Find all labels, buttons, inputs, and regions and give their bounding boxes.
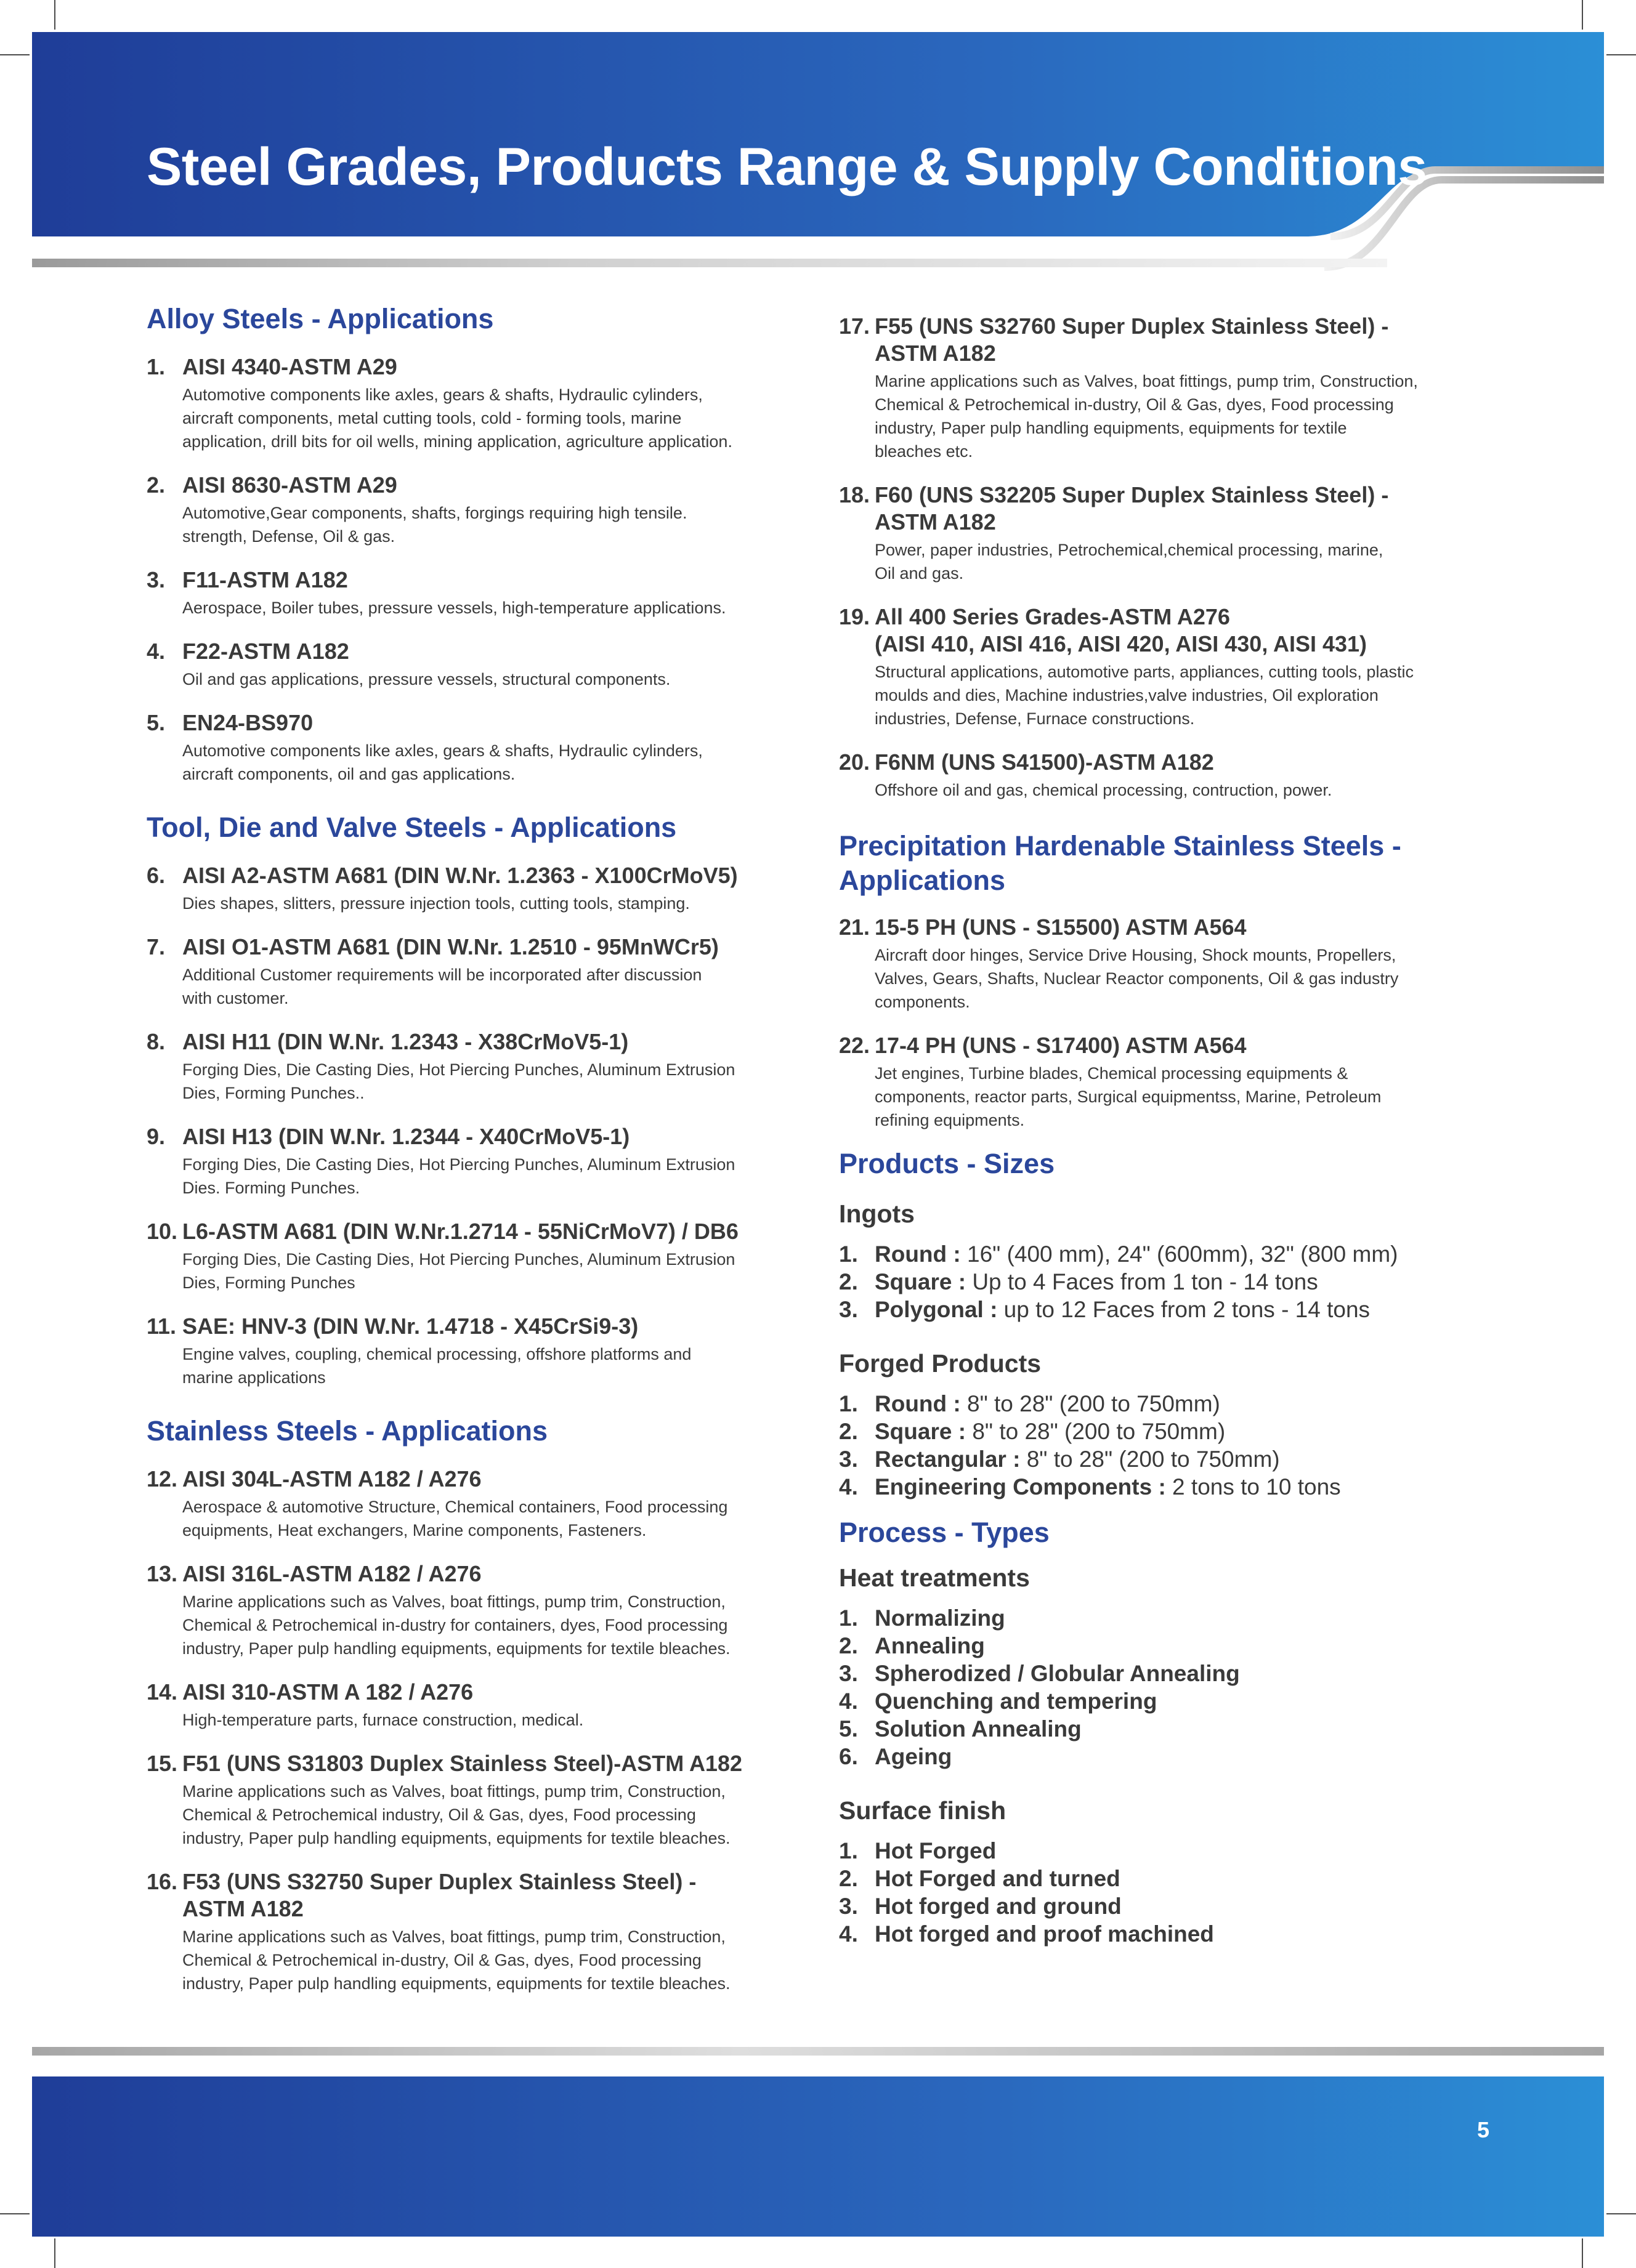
- item-number: 18.: [839, 482, 870, 507]
- item-number: 7.: [147, 934, 166, 959]
- item-title: 17-4 PH (UNS - S17400) ASTM A564: [875, 1033, 1247, 1058]
- list-item: [839, 1743, 1492, 1770]
- list-label: Annealing: [875, 1633, 985, 1658]
- section-title-stainless: Stainless Steels - Applications: [147, 1415, 548, 1447]
- item-title: AISI 316L-ASTM A182 / A276: [182, 1561, 482, 1586]
- list-item: [839, 1687, 1492, 1715]
- list-label: Hot forged and ground: [875, 1894, 1122, 1919]
- item-number: 9.: [147, 1124, 166, 1149]
- grade-item: [839, 1032, 1492, 1132]
- item-number: 20.: [839, 749, 870, 775]
- description-line: Aerospace & automotive Structure, Chemical containers, Food processing: [182, 1498, 728, 1516]
- right-column: [839, 313, 1492, 1972]
- list-item: [839, 1715, 1492, 1743]
- item-title-continued: ASTM A182: [182, 1896, 304, 1921]
- description-line: Chemical & Petrochemical in-dustry for containers, dyes, Food processing: [182, 1616, 728, 1634]
- item-description: [182, 963, 800, 1010]
- item-title-continued: ASTM A182: [875, 509, 996, 535]
- list-item: [839, 1865, 1492, 1892]
- item-title: AISI 310-ASTM A 182 / A276: [182, 1679, 474, 1705]
- description-line: Automotive components like axles, gears & shafts, Hydraulic cylinders,: [182, 385, 703, 404]
- section-title-process: Process - Types: [839, 1517, 1050, 1548]
- description-line: aircraft components, metal cutting tools, cold - forming tools, marine: [182, 409, 682, 427]
- grade-item: [147, 1028, 800, 1105]
- item-description: [182, 1153, 800, 1200]
- description-line: Aircraft door hinges, Service Drive Housing, Shock mounts, Propellers,: [875, 946, 1396, 964]
- description-line: Dies, Forming Punches..: [182, 1084, 365, 1102]
- description-line: components.: [875, 993, 970, 1011]
- item-number: 17.: [839, 313, 870, 339]
- description-line: Marine applications such as Valves, boat fittings, pump trim, Construction,: [182, 1927, 726, 1946]
- description-line: Offshore oil and gas, chemical processing, contruction, power.: [875, 781, 1332, 799]
- item-title: L6-ASTM A681 (DIN W.Nr.1.2714 - 55NiCrMoV7) / DB6: [182, 1219, 739, 1244]
- list-number: 1.: [839, 1241, 858, 1267]
- list-number: 6.: [839, 1744, 858, 1769]
- item-number: 13.: [147, 1561, 178, 1586]
- section-title-products: Products - Sizes: [839, 1148, 1055, 1179]
- description-line: industry, Paper pulp handling equipments, equipments for textile bleaches.: [182, 1639, 731, 1658]
- description-line: industry, Paper pulp handling equipments, equipments for textile bleaches.: [182, 1974, 731, 1993]
- description-line: strength, Defense, Oil & gas.: [182, 527, 395, 546]
- item-description: [182, 1495, 800, 1542]
- footer-band: [32, 2076, 1604, 2237]
- item-number: 12.: [147, 1466, 178, 1491]
- item-title: F22-ASTM A182: [182, 639, 349, 664]
- item-description: [182, 1925, 800, 1995]
- list-label: Hot Forged and turned: [875, 1866, 1120, 1891]
- grade-item: [147, 567, 800, 619]
- list-label: Engineering Components :: [875, 1474, 1166, 1499]
- grade-item: [147, 1679, 800, 1732]
- item-description: [182, 1708, 800, 1732]
- item-number: 3.: [147, 567, 166, 592]
- description-line: Dies, Forming Punches: [182, 1273, 355, 1292]
- description-line: refining equipments.: [875, 1111, 1025, 1129]
- list-number: 4.: [839, 1921, 858, 1947]
- description-line: Forging Dies, Die Casting Dies, Hot Piercing Punches, Aluminum Extrusion: [182, 1060, 735, 1079]
- list-item: [839, 1473, 1492, 1501]
- item-title: AISI 8630-ASTM A29: [182, 472, 397, 498]
- list-item: [839, 1660, 1492, 1687]
- grade-item: [147, 1123, 800, 1200]
- list-label: Solution Annealing: [875, 1716, 1082, 1741]
- description-line: moulds and dies, Machine industries,valve industries, Oil exploration: [875, 686, 1379, 704]
- description-line: Additional Customer requirements will be incorporated after discussion: [182, 966, 702, 984]
- item-description: [182, 1248, 800, 1294]
- list-number: 2.: [839, 1419, 858, 1444]
- description-line: industry, Paper pulp handling equipments, equipments for textile: [875, 419, 1347, 437]
- ph-list: [839, 914, 1492, 1132]
- description-line: Structural applications, automotive parts, appliances, cutting tools, plastic: [875, 663, 1414, 681]
- crop-mark: [1606, 2213, 1636, 2214]
- item-title: F60 (UNS S32205 Super Duplex Stainless Steel) -: [875, 482, 1389, 507]
- item-description: [875, 660, 1492, 730]
- item-number: 16.: [147, 1869, 178, 1894]
- subtitle-heat: Heat treatments: [839, 1564, 1030, 1592]
- forged-list: [839, 1390, 1492, 1501]
- list-label: Polygonal :: [875, 1297, 998, 1322]
- list-item: [839, 1418, 1492, 1445]
- crop-mark: [54, 2238, 55, 2268]
- item-title: AISI A2-ASTM A681 (DIN W.Nr. 1.2363 - X100CrMoV5): [182, 863, 738, 888]
- item-number: 1.: [147, 354, 166, 379]
- grade-item: [147, 638, 800, 691]
- heat-treatments-list: [839, 1604, 1492, 1770]
- item-description: [875, 538, 1492, 585]
- list-number: 1.: [839, 1605, 858, 1631]
- item-title: EN24-BS970: [182, 710, 314, 735]
- item-number: 8.: [147, 1029, 166, 1054]
- list-value: 2 tons to 10 tons: [1165, 1474, 1341, 1499]
- page-number: 5: [1477, 2117, 1490, 2142]
- list-label: Round :: [875, 1391, 961, 1416]
- list-label: Square :: [875, 1419, 966, 1444]
- grade-item: [839, 482, 1492, 585]
- ingots-list: [839, 1240, 1492, 1323]
- list-item: [839, 1268, 1492, 1296]
- item-title-continued: (AISI 410, AISI 416, AISI 420, AISI 430, AISI 431): [875, 631, 1367, 656]
- list-item: [839, 1604, 1492, 1632]
- grade-item: [147, 353, 800, 453]
- list-number: 5.: [839, 1716, 858, 1741]
- list-label: Square :: [875, 1269, 966, 1294]
- item-number: 11.: [147, 1314, 177, 1339]
- section-title-tool: Tool, Die and Valve Steels - Applications: [147, 812, 677, 843]
- description-line: equipments, Heat exchangers, Marine components, Fasteners.: [182, 1521, 647, 1540]
- list-number: 2.: [839, 1633, 858, 1658]
- item-description: [182, 1342, 800, 1389]
- item-title: F51 (UNS S31803 Duplex Stainless Steel)-ASTM A182: [182, 1751, 742, 1776]
- grade-item: [839, 914, 1492, 1014]
- grade-item: [147, 1750, 800, 1850]
- list-label: Hot forged and proof machined: [875, 1921, 1214, 1947]
- list-number: 1.: [839, 1391, 858, 1416]
- list-label: Rectangular :: [875, 1447, 1021, 1472]
- description-line: Chemical & Petrochemical in-dustry, Oil & Gas, dyes, Food processing: [875, 395, 1394, 414]
- description-line: Power, paper industries, Petrochemical,chemical processing, marine,: [875, 541, 1383, 559]
- item-title: F55 (UNS S32760 Super Duplex Stainless Steel) -: [875, 313, 1389, 339]
- list-number: 2.: [839, 1866, 858, 1891]
- item-number: 21.: [839, 914, 870, 940]
- description-line: Oil and gas applications, pressure vessels, structural components.: [182, 670, 671, 688]
- section-title-ph: [839, 829, 1492, 898]
- grade-item: [147, 1218, 800, 1294]
- section-title-alloy: Alloy Steels - Applications: [147, 303, 494, 334]
- description-line: Oil and gas.: [875, 564, 964, 583]
- list-item: [839, 1240, 1492, 1268]
- list-number: 3.: [839, 1297, 858, 1322]
- left-column: [147, 302, 800, 2014]
- description-line: Automotive components like axles, gears & shafts, Hydraulic cylinders,: [182, 741, 703, 760]
- description-line: Aerospace, Boiler tubes, pressure vessels, high-temperature applications.: [182, 599, 726, 617]
- item-number: 6.: [147, 863, 166, 888]
- description-line: Jet engines, Turbine blades, Chemical processing equipments &: [875, 1064, 1348, 1083]
- item-number: 10.: [147, 1219, 178, 1244]
- item-description: [182, 1780, 800, 1850]
- list-label: Ageing: [875, 1744, 952, 1769]
- item-title: All 400 Series Grades-ASTM A276: [875, 604, 1230, 629]
- item-number: 4.: [147, 639, 166, 664]
- description-line: Chemical & Petrochemical industry, Oil & Gas, dyes, Food processing: [182, 1806, 696, 1824]
- list-number: 1.: [839, 1838, 858, 1863]
- grade-item: [839, 313, 1492, 463]
- page-title: Steel Grades, Products Range & Supply Conditions: [147, 137, 1427, 196]
- description-line: components, reactor parts, Surgical equipmentss, Marine, Petroleum: [875, 1088, 1382, 1106]
- description-line: industries, Defense, Furnace constructions.: [875, 709, 1195, 728]
- list-value: up to 12 Faces from 2 tons - 14 tons: [997, 1297, 1371, 1322]
- section-title-ph-line2: Applications: [839, 865, 1006, 896]
- description-line: Engine valves, coupling, chemical processing, offshore platforms and: [182, 1345, 692, 1363]
- list-label: Hot Forged: [875, 1838, 997, 1863]
- grade-item: [839, 749, 1492, 802]
- description-line: Dies. Forming Punches.: [182, 1179, 360, 1197]
- list-item: [839, 1837, 1492, 1865]
- list-number: 3.: [839, 1661, 858, 1686]
- grade-item: [147, 1560, 800, 1660]
- description-line: Forging Dies, Die Casting Dies, Hot Piercing Punches, Aluminum Extrusion: [182, 1250, 735, 1269]
- list-item: [839, 1296, 1492, 1323]
- list-number: 3.: [839, 1447, 858, 1472]
- item-description: [875, 369, 1492, 463]
- item-number: 15.: [147, 1751, 178, 1776]
- item-title: AISI H11 (DIN W.Nr. 1.2343 - X38CrMoV5-1): [182, 1029, 629, 1054]
- item-number: 2.: [147, 472, 166, 498]
- item-description: [182, 739, 800, 786]
- section-title-ph-line1: Precipitation Hardenable Stainless Steels -: [839, 830, 1401, 862]
- item-number: 19.: [839, 604, 870, 629]
- grade-item: [839, 603, 1492, 730]
- item-number: 14.: [147, 1679, 178, 1705]
- stainless-list-continued: [839, 313, 1492, 802]
- subtitle-surface: Surface finish: [839, 1796, 1006, 1825]
- grade-item: [147, 1868, 800, 1995]
- crop-mark: [0, 2213, 30, 2214]
- description-line: High-temperature parts, furnace construction, medical.: [182, 1711, 584, 1729]
- description-line: industry, Paper pulp handling equipments, equipments for textile bleaches.: [182, 1829, 731, 1847]
- item-description: [875, 778, 1492, 802]
- item-title: AISI 4340-ASTM A29: [182, 354, 397, 379]
- description-line: Forging Dies, Die Casting Dies, Hot Piercing Punches, Aluminum Extrusion: [182, 1155, 735, 1174]
- item-title: AISI 304L-ASTM A182 / A276: [182, 1466, 482, 1491]
- list-number: 3.: [839, 1894, 858, 1919]
- item-description: [182, 1590, 800, 1660]
- item-title-continued: ASTM A182: [875, 341, 996, 366]
- item-title: AISI O1-ASTM A681 (DIN W.Nr. 1.2510 - 95MnWCr5): [182, 934, 719, 959]
- list-value: Up to 4 Faces from 1 ton - 14 tons: [966, 1269, 1318, 1294]
- grade-item: [147, 862, 800, 915]
- description-line: Automotive,Gear components, shafts, forgings requiring high tensile.: [182, 504, 687, 522]
- item-description: [182, 892, 800, 915]
- grade-item: [147, 934, 800, 1010]
- list-number: 4.: [839, 1474, 858, 1499]
- item-title: F6NM (UNS S41500)-ASTM A182: [875, 749, 1214, 775]
- item-description: [182, 383, 800, 453]
- description-line: application, drill bits for oil wells, mining application, agriculture application.: [182, 432, 732, 451]
- list-item: [839, 1445, 1492, 1473]
- grade-item: [147, 1466, 800, 1542]
- description-line: bleaches etc.: [875, 442, 973, 461]
- list-item: [839, 1920, 1492, 1948]
- footer-divider: [32, 2047, 1604, 2056]
- item-title: SAE: HNV-3 (DIN W.Nr. 1.4718 - X45CrSi9-3): [182, 1314, 639, 1339]
- list-label: Round :: [875, 1241, 961, 1267]
- grade-item: [147, 472, 800, 548]
- list-value: 8" to 28" (200 to 750mm): [1020, 1447, 1280, 1472]
- item-description: [182, 501, 800, 548]
- list-value: 16" (400 mm), 24" (600mm), 32" (800 mm): [960, 1241, 1398, 1267]
- description-line: marine applications: [182, 1368, 326, 1387]
- item-number: 22.: [839, 1033, 870, 1058]
- item-number: 5.: [147, 710, 166, 735]
- grade-item: [147, 1313, 800, 1389]
- list-label: Normalizing: [875, 1605, 1005, 1631]
- item-title: F53 (UNS S32750 Super Duplex Stainless Steel) -: [182, 1869, 697, 1894]
- list-value: 8" to 28" (200 to 750mm): [960, 1391, 1220, 1416]
- item-description: [875, 1062, 1492, 1132]
- list-label: Spherodized / Globular Annealing: [875, 1661, 1240, 1686]
- description-line: Valves, Gears, Shafts, Nuclear Reactor components, Oil & gas industry: [875, 969, 1399, 988]
- list-item: [839, 1390, 1492, 1418]
- subtitle-ingots: Ingots: [839, 1200, 915, 1228]
- item-description: [182, 1058, 800, 1105]
- list-label: Quenching and tempering: [875, 1689, 1157, 1714]
- item-description: [182, 668, 800, 691]
- grade-item: [147, 709, 800, 786]
- description-line: with customer.: [182, 989, 289, 1007]
- item-title: F11-ASTM A182: [182, 567, 348, 592]
- item-description: [875, 943, 1492, 1014]
- subtitle-forged: Forged Products: [839, 1349, 1042, 1378]
- tool-list: [147, 862, 800, 1389]
- stainless-list: [147, 1466, 800, 1995]
- list-item: [839, 1632, 1492, 1660]
- description-line: Marine applications such as Valves, boat fittings, pump trim, Construction,: [875, 372, 1418, 390]
- crop-mark: [1582, 2238, 1583, 2268]
- description-line: Dies shapes, slitters, pressure injection tools, cutting tools, stamping.: [182, 894, 690, 913]
- alloy-list: [147, 353, 800, 786]
- list-value: 8" to 28" (200 to 750mm): [966, 1419, 1226, 1444]
- list-item: [839, 1892, 1492, 1920]
- description-line: aircraft components, oil and gas applications.: [182, 765, 516, 783]
- description-line: Marine applications such as Valves, boat fittings, pump trim, Construction,: [182, 1592, 726, 1611]
- item-title: AISI H13 (DIN W.Nr. 1.2344 - X40CrMoV5-1): [182, 1124, 630, 1149]
- header-divider: [32, 259, 1387, 267]
- list-number: 4.: [839, 1689, 858, 1714]
- description-line: Chemical & Petrochemical in-dustry, Oil & Gas, dyes, Food processing: [182, 1951, 702, 1969]
- item-description: [182, 596, 800, 619]
- surface-finish-list: [839, 1837, 1492, 1948]
- description-line: Marine applications such as Valves, boat fittings, pump trim, Construction,: [182, 1782, 726, 1801]
- item-title: 15-5 PH (UNS - S15500) ASTM A564: [875, 914, 1247, 940]
- list-number: 2.: [839, 1269, 858, 1294]
